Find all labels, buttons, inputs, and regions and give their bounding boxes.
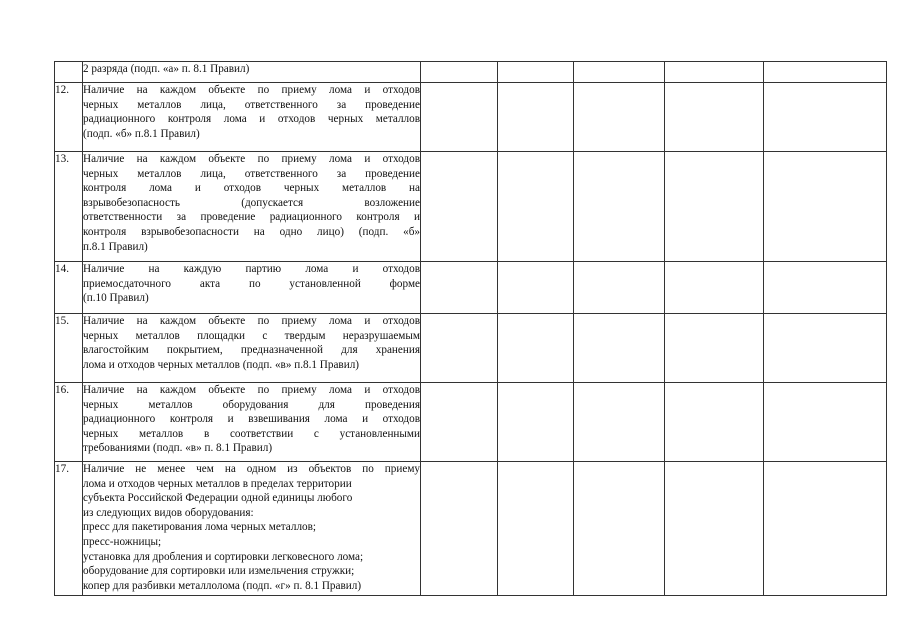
table-row bbox=[55, 62, 887, 83]
check-cell[interactable] bbox=[665, 383, 764, 462]
check-cell[interactable] bbox=[764, 152, 887, 262]
requirement-text-line: черных металлов оборудования для проведения bbox=[83, 398, 420, 411]
check-cell[interactable] bbox=[498, 62, 574, 83]
requirement-text-line: Наличие на каждом объекте по приему лома и отходов bbox=[83, 84, 420, 96]
row-number: 14. bbox=[55, 262, 83, 314]
table-row bbox=[55, 383, 887, 462]
requirement-text bbox=[83, 262, 421, 314]
requirement-text-line: требованиями (подп. «в» п. 8.1 Правил) bbox=[83, 442, 273, 455]
requirement-text-line: 2 разряда (подп. «а» п. 8.1 Правил) bbox=[83, 63, 250, 75]
requirement-text-line: черных металлов площадки с твердым неразрушаемым bbox=[83, 329, 420, 342]
requirement-text-line: пресс для пакетирования лома черных металлов; bbox=[83, 521, 317, 534]
requirement-text bbox=[83, 62, 421, 83]
requirement-text bbox=[83, 383, 421, 462]
check-cell[interactable] bbox=[665, 62, 764, 83]
requirement-text-line: из следующих видов оборудования: bbox=[83, 506, 254, 519]
check-cell[interactable] bbox=[421, 314, 498, 383]
requirement-text-line: черных металлов лица, ответственного за проведение bbox=[83, 98, 420, 111]
requirement-text bbox=[83, 152, 421, 262]
check-cell[interactable] bbox=[665, 462, 764, 596]
check-cell[interactable] bbox=[498, 462, 574, 596]
checklist-table-body bbox=[55, 62, 887, 596]
check-cell[interactable] bbox=[421, 383, 498, 462]
check-cell[interactable] bbox=[574, 462, 665, 596]
requirement-text-line: контроля взрывобезопасности на одно лицо) (подп. «б» bbox=[83, 225, 420, 238]
row-number: 16. bbox=[55, 383, 83, 462]
check-cell[interactable] bbox=[764, 83, 887, 152]
requirement-text-line: лома и отходов черных металлов (подп. «в» п.8.1 Правил) bbox=[83, 358, 360, 371]
check-cell[interactable] bbox=[498, 152, 574, 262]
check-cell[interactable] bbox=[665, 314, 764, 383]
requirement-text-line: лома и отходов черных металлов в пределах территории bbox=[83, 477, 352, 490]
table-row bbox=[55, 83, 887, 152]
row-number: 12. bbox=[55, 83, 83, 152]
check-cell[interactable] bbox=[764, 462, 887, 596]
check-cell[interactable] bbox=[665, 83, 764, 152]
row-number: 13. bbox=[55, 152, 83, 262]
requirement-text bbox=[83, 83, 421, 152]
check-cell[interactable] bbox=[421, 462, 498, 596]
requirement-text-line: контроля лома и отходов черных металлов на bbox=[83, 182, 420, 195]
check-cell[interactable] bbox=[574, 62, 665, 83]
requirement-text-line: Наличие не менее чем на одном из объектов по приему bbox=[83, 463, 420, 475]
requirement-text-line: приемосдаточного акта по установленной форме bbox=[83, 277, 420, 290]
requirement-text bbox=[83, 462, 421, 596]
check-cell[interactable] bbox=[574, 83, 665, 152]
table-row bbox=[55, 152, 887, 262]
check-cell[interactable] bbox=[498, 83, 574, 152]
requirement-text-line: установка для дробления и сортировки легковесного лома; bbox=[83, 550, 364, 563]
requirement-text-line: влагостойким покрытием, предназначенной для хранения bbox=[83, 344, 420, 357]
requirement-text bbox=[83, 314, 421, 383]
table-row bbox=[55, 262, 887, 314]
requirement-text-line: пресс-ножницы; bbox=[83, 535, 162, 548]
check-cell[interactable] bbox=[421, 152, 498, 262]
requirement-text-line: Наличие на каждом объекте по приему лома и отходов bbox=[83, 384, 420, 396]
check-cell[interactable] bbox=[764, 383, 887, 462]
requirement-text-line: п.8.1 Правил) bbox=[83, 240, 148, 253]
requirement-text-line: Наличие на каждом объекте по приему лома и отходов bbox=[83, 153, 420, 165]
check-cell[interactable] bbox=[764, 262, 887, 314]
requirement-text-line: черных металлов лица, ответственного за проведение bbox=[83, 167, 420, 180]
table-row bbox=[55, 314, 887, 383]
requirement-text-line: черных металлов в соответствии с установленными bbox=[83, 427, 420, 440]
check-cell[interactable] bbox=[574, 262, 665, 314]
check-cell[interactable] bbox=[665, 152, 764, 262]
requirement-text-line: субъекта Российской Федерации одной единицы любого bbox=[83, 492, 353, 505]
requirement-text-line: радиационного контроля лома и отходов черных металлов bbox=[83, 113, 420, 126]
requirement-text-line: Наличие на каждом объекте по приему лома и отходов bbox=[83, 315, 420, 327]
checklist-table bbox=[54, 61, 887, 596]
row-number bbox=[55, 62, 83, 83]
requirement-text-line: (п.10 Правил) bbox=[83, 292, 149, 305]
check-cell[interactable] bbox=[764, 62, 887, 83]
table-row bbox=[55, 462, 887, 596]
check-cell[interactable] bbox=[421, 83, 498, 152]
check-cell[interactable] bbox=[498, 383, 574, 462]
requirement-text-line: (подп. «б» п.8.1 Правил) bbox=[83, 127, 200, 140]
row-number: 17. bbox=[55, 462, 83, 596]
requirement-text-line: радиационного контроля и взвешивания лома и отходов bbox=[83, 413, 420, 426]
check-cell[interactable] bbox=[574, 314, 665, 383]
check-cell[interactable] bbox=[498, 314, 574, 383]
row-number: 15. bbox=[55, 314, 83, 383]
check-cell[interactable] bbox=[498, 262, 574, 314]
check-cell[interactable] bbox=[574, 383, 665, 462]
requirement-text-line: взрывобезопасность (допускается возложение bbox=[83, 196, 420, 209]
check-cell[interactable] bbox=[574, 152, 665, 262]
check-cell[interactable] bbox=[665, 262, 764, 314]
check-cell[interactable] bbox=[421, 262, 498, 314]
check-cell[interactable] bbox=[421, 62, 498, 83]
requirement-text-line: оборудование для сортировки или измельчения стружки; bbox=[83, 565, 355, 578]
requirement-text-line: Наличие на каждую партию лома и отходов bbox=[83, 263, 420, 275]
check-cell[interactable] bbox=[764, 314, 887, 383]
requirement-text-line: копер для разбивки металлолома (подп. «г» п. 8.1 Правил) bbox=[83, 579, 362, 592]
requirement-text-line: ответственности за проведение радиационного контроля и bbox=[83, 211, 420, 224]
